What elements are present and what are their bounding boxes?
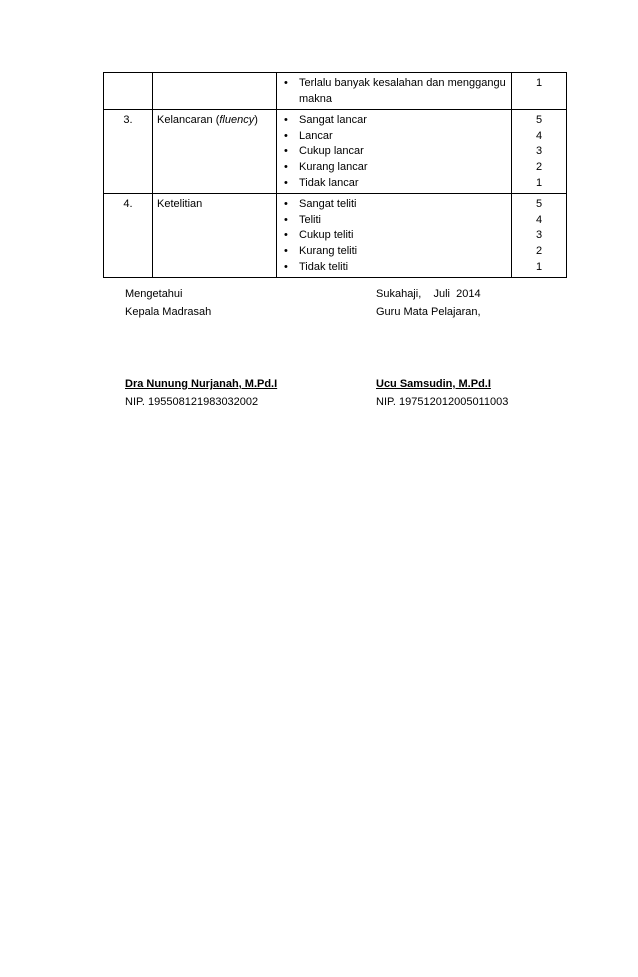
score-value: 4 <box>535 213 543 226</box>
bullet-icon: • <box>284 260 288 273</box>
row-aspect <box>153 73 277 110</box>
signature-block-headmaster <box>125 285 277 411</box>
row-scores <box>512 73 567 110</box>
row-aspect: Kelancaran (fluency) <box>153 110 277 194</box>
row-scores <box>512 110 567 194</box>
bullet-icon: • <box>284 198 288 211</box>
score-value: 2 <box>535 244 543 257</box>
row-criteria <box>277 110 512 194</box>
row-number: 3. <box>104 110 153 194</box>
score-value: 4 <box>535 129 543 142</box>
score-value: 1 <box>535 176 543 189</box>
score-value: 1 <box>535 77 543 89</box>
bullet-icon: • <box>284 77 288 89</box>
row-number: 4. <box>104 194 153 278</box>
row-number <box>104 73 153 110</box>
list-item: • Lancar <box>281 129 507 145</box>
signature-role: Kepala Madrasah <box>125 306 212 318</box>
bullet-icon: • <box>284 244 288 257</box>
bullet-icon: • <box>284 145 288 158</box>
list-item: • Sangat lancar <box>281 113 507 129</box>
signatory-nip: NIP. 195508121983032002 <box>125 396 259 408</box>
list-item: • Tidak teliti <box>281 260 507 276</box>
score-value: 3 <box>535 145 543 158</box>
score-value: 1 <box>535 260 543 273</box>
score-value: 5 <box>535 114 543 127</box>
signatory-nip: NIP. 197512012005011003 <box>376 396 509 408</box>
list-item: • Teliti <box>281 213 507 229</box>
signature-role: Guru Mata Pelajaran, <box>376 306 481 318</box>
list-item: • Cukup lancar <box>281 144 507 160</box>
table-row <box>104 194 567 278</box>
table-row <box>104 110 567 194</box>
signature-block-teacher <box>376 285 508 411</box>
score-value: 2 <box>535 160 543 173</box>
signature-caption: Mengetahui <box>125 288 183 300</box>
signatory-name: Ucu Samsudin, M.Pd.I <box>376 378 491 390</box>
bullet-icon: • <box>284 229 288 242</box>
list-item: • Kurang teliti <box>281 244 507 260</box>
row-criteria <box>277 194 512 278</box>
signature-place-date: Sukahaji, Juli 2014 <box>376 288 481 300</box>
score-value: 3 <box>535 229 543 242</box>
list-item: • Tidak lancar <box>281 176 507 192</box>
row-scores <box>512 194 567 278</box>
bullet-icon: • <box>284 129 288 142</box>
list-item: • Kurang lancar <box>281 160 507 176</box>
list-item: • Sangat teliti <box>281 197 507 213</box>
bullet-icon: • <box>284 213 288 226</box>
bullet-icon: • <box>284 176 288 189</box>
signatory-name: Dra Nunung Nurjanah, M.Pd.I <box>125 378 278 390</box>
bullet-icon: • <box>284 160 288 173</box>
list-item: • Terlalu banyak kesalahan dan menggangu makna <box>284 77 506 105</box>
list-item: • Cukup teliti <box>281 228 507 244</box>
bullet-icon: • <box>284 114 288 127</box>
score-value: 5 <box>535 198 543 211</box>
row-criteria <box>277 73 512 110</box>
rubric-table <box>103 72 567 278</box>
row-aspect: Ketelitian <box>153 194 277 278</box>
table-row <box>104 73 567 110</box>
